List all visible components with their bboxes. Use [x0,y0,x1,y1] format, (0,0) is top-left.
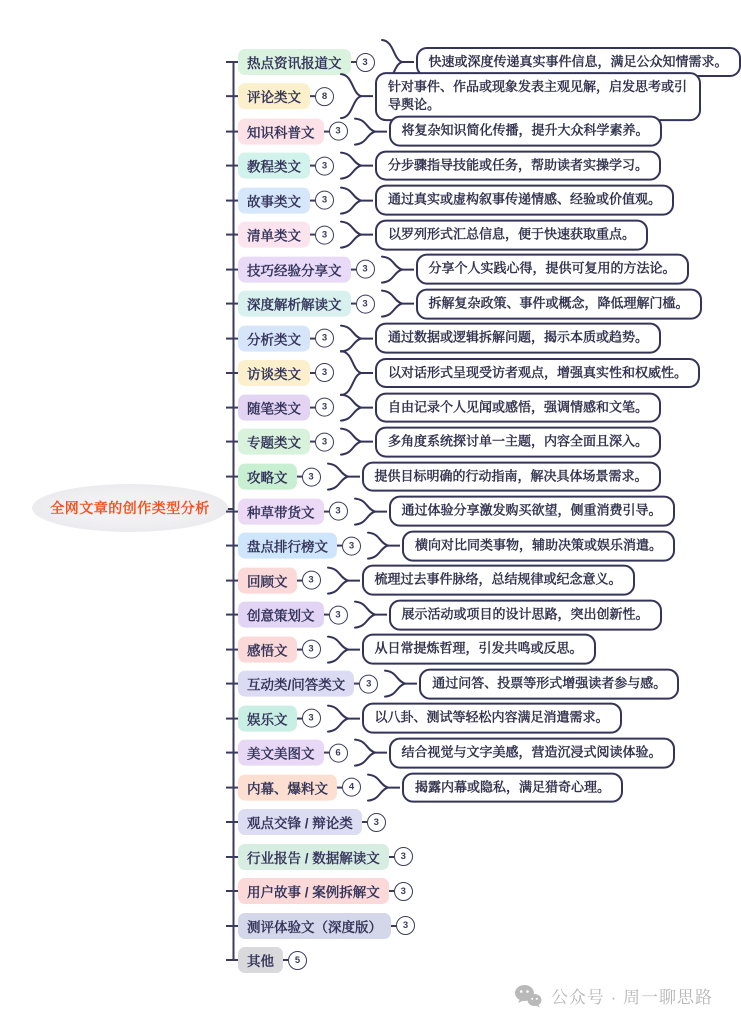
branch-tick-line [226,614,238,616]
branch-row [226,461,661,492]
branch-row [226,392,661,423]
branch-desc-node[interactable]: 从日常提炼哲理，引发共鸣或反思。 [362,634,596,665]
branch-desc-group [339,150,661,181]
branch-count-badge[interactable]: 3 [315,156,334,175]
branch-topic-node[interactable]: 回顾文 [238,567,297,593]
branch-desc-node[interactable]: 通过体验分享激发购买欲望，侧重消费引导。 [389,496,675,527]
branch-tick-line [226,441,238,443]
branch-tick-line [226,856,238,858]
branch-count-badge[interactable]: 3 [342,536,361,555]
badge-connector-line [297,579,302,581]
branch-desc-group [353,116,662,147]
branch-row [226,254,689,285]
branch-tick-line [226,579,238,581]
branch-topic-node[interactable]: 娱乐文 [238,705,297,731]
branch-row [226,288,702,319]
branch-count-badge[interactable]: 3 [315,363,334,382]
branch-count-badge[interactable]: 3 [359,674,378,693]
branch-row [226,116,662,147]
branch-count-badge[interactable]: 3 [394,847,413,866]
badge-connector-line [351,303,356,305]
branch-topic-node[interactable]: 创意策划文 [238,602,324,628]
branch-row [226,427,661,458]
branch-row [226,844,413,870]
branch-count-badge[interactable]: 3 [356,53,375,72]
badge-connector-line [324,752,329,754]
branch-tick-line [226,821,238,823]
branch-tick-line [226,268,238,270]
branch-desc-group [339,219,648,250]
branch-topic-node[interactable]: 故事类文 [238,187,310,213]
branch-count-badge[interactable]: 3 [329,502,348,521]
branch-count-badge[interactable]: 3 [315,398,334,417]
branch-desc-node[interactable]: 通过问答、投票等形式增强读者参与感。 [419,668,679,699]
branch-desc-group [326,565,635,596]
branch-desc-group [353,599,662,630]
branch-topic-node[interactable]: 种草带货文 [238,498,324,524]
branch-row [226,530,675,561]
branch-row [226,947,307,973]
brace-connector [326,634,360,664]
branch-count-badge[interactable]: 3 [396,916,415,935]
branch-tick-line [226,752,238,754]
branch-topic-node[interactable]: 盘点排行榜文 [238,533,337,559]
branch-count-badge[interactable]: 3 [356,294,375,313]
branch-desc-node[interactable]: 分步骤指导技能或任务，帮助读者实操学习。 [375,150,661,181]
branch-desc-node[interactable]: 通过数据或逻辑拆解问题，揭示本质或趋势。 [375,323,661,354]
branch-count-badge[interactable]: 3 [329,605,348,624]
branch-desc-node[interactable]: 以罗列形式汇总信息，便于快速获取重点。 [375,219,648,250]
badge-connector-line [351,268,356,270]
branch-topic-node[interactable]: 用户故事 / 案例拆解文 [238,878,389,904]
brace-connector [339,151,373,181]
branch-topic-node[interactable]: 评论类文 [238,84,310,110]
branch-desc-group [366,772,623,803]
branch-tick-line [226,925,238,927]
branch-topic-node[interactable]: 技巧经验分享文 [238,256,351,282]
branch-tick-line [226,337,238,339]
branch-tick-line [226,890,238,892]
branch-desc-node[interactable]: 以对话形式呈现受访者观点，增强真实性和权威性。 [375,358,700,389]
branch-topic-node[interactable]: 教程类文 [238,153,310,179]
branch-row [226,738,675,769]
branch-row [226,772,623,803]
branch-topic-node[interactable]: 访谈类文 [238,360,310,386]
branch-count-badge[interactable]: 3 [302,640,321,659]
brace-connector [353,600,387,630]
branch-row [226,150,661,181]
branch-tick-line [226,234,238,236]
branch-desc-node[interactable]: 将复杂知识简化传播，提升大众科学素养。 [389,116,662,147]
branch-topic-node[interactable]: 知识科普文 [238,118,324,144]
brace-connector [383,669,417,699]
branch-tick-line [226,648,238,650]
brace-connector [339,427,373,457]
branch-desc-node[interactable]: 分享个人实践心得，提供可复用的方法论。 [416,254,689,285]
brace-connector [339,349,373,397]
branch-tick-line [226,96,238,98]
branch-row [226,878,413,904]
branch-tick-line [226,510,238,512]
badge-connector-line [324,130,329,132]
branch-tick-line [226,165,238,167]
badge-connector-line [324,510,329,512]
branch-topic-node[interactable]: 专题类文 [238,429,310,455]
branch-desc-node[interactable]: 拆解复杂政策、事件或概念，降低理解门槛。 [416,288,702,319]
branch-topic-node[interactable]: 清单类文 [238,222,310,248]
branch-desc-group [326,634,596,665]
branch-count-badge[interactable]: 3 [394,882,413,901]
branch-topic-node[interactable]: 测评体验文（深度版） [238,913,391,939]
branch-desc-node[interactable]: 揭露内幕或隐私，满足猎奇心理。 [402,772,623,803]
branch-row [226,565,635,596]
branch-count-badge[interactable]: 8 [315,87,334,106]
branch-count-badge[interactable]: 6 [329,744,348,763]
branch-row [226,219,648,250]
branch-desc-group [353,496,675,527]
badge-connector-line [297,717,302,719]
branch-tick-line [226,372,238,374]
brace-connector [339,393,373,423]
branch-row [226,349,700,397]
branch-count-badge[interactable]: 3 [302,709,321,728]
branch-count-badge[interactable]: 3 [315,191,334,210]
branch-desc-node[interactable]: 通过真实或虚构叙事传递情感、经验或价值观。 [375,185,674,216]
brace-connector [339,185,373,215]
branch-topic-node[interactable]: 热点资讯报道文 [238,49,351,75]
branch-row [226,599,662,630]
branch-tick-line [226,61,238,63]
branch-row [226,185,674,216]
branch-desc-node[interactable]: 快速或深度传递真实事件信息，满足公众知情需求。 [416,47,741,78]
wechat-icon [514,984,542,1008]
badge-connector-line [351,61,356,63]
branch-row [226,668,679,699]
branch-desc-node[interactable]: 横向对比同类事物，辅助决策或娱乐消遣。 [402,530,675,561]
branch-desc-group [380,254,689,285]
brace-connector [326,462,360,492]
watermark-text: 公众号 · 周一聊思路 [550,988,713,1007]
branch-row [226,634,596,665]
branch-desc-node[interactable]: 梳理过去事件脉络，总结规律或纪念意义。 [362,565,635,596]
branch-count-badge[interactable]: 3 [329,122,348,141]
branch-row [226,72,701,122]
branch-topic-node[interactable]: 内幕、爆料文 [238,775,337,801]
branch-topic-node[interactable]: 行业报告 / 数据解读文 [238,844,389,870]
branch-count-badge[interactable]: 3 [356,260,375,279]
branch-desc-node[interactable]: 提供目标明确的行动指南，解决具体场景需求。 [362,461,661,492]
branch-tick-line [226,407,238,409]
brace-connector [353,496,387,526]
branch-desc-node[interactable]: 多角度系统探讨单一主题，内容全面且深入。 [375,427,661,458]
branch-topic-node[interactable]: 其他 [238,947,283,973]
branch-topic-node[interactable]: 攻略文 [238,464,297,490]
root-topic-label: 全网文章的创作类型分析 [50,500,210,516]
branch-desc-group [380,288,702,319]
branch-count-badge[interactable]: 3 [302,571,321,590]
branch-desc-node[interactable]: 针对事件、作品或现象发表主观见解，启发思考或引导舆论。 [375,72,701,122]
branch-tick-line [226,303,238,305]
branch-tick-line [226,199,238,201]
root-topic-node[interactable] [32,484,228,532]
branch-topic-node[interactable]: 深度解析解读文 [238,291,351,317]
branch-desc-group [366,530,675,561]
branch-tick-line [226,787,238,789]
branch-count-badge[interactable]: 3 [367,813,386,832]
brace-connector [380,289,414,319]
branch-tick-line [226,683,238,685]
branch-tick-line [226,717,238,719]
branch-desc-group [339,72,701,122]
branch-desc-group [339,427,661,458]
branch-desc-node[interactable]: 以八卦、测试等轻松内容满足消遣需求。 [362,703,622,734]
branch-topic-node[interactable]: 感悟文 [238,636,297,662]
branch-topic-node[interactable]: 互动类/问答类文 [238,671,354,697]
branch-desc-node[interactable]: 展示活动或项目的设计思路，突出创新性。 [389,599,662,630]
branch-desc-group [326,703,622,734]
branch-topic-node[interactable]: 随笔类文 [238,395,310,421]
branch-count-badge[interactable]: 3 [315,329,334,348]
brace-connector [339,73,373,121]
brace-connector [366,773,400,803]
branch-desc-group [353,738,675,769]
branch-topic-node[interactable]: 美文美图文 [238,740,324,766]
branch-tick-line [226,476,238,478]
branch-desc-node[interactable]: 结合视觉与文字美感，营造沉浸式阅读体验。 [389,738,675,769]
branch-desc-group [326,461,661,492]
branch-tick-line [226,959,238,961]
branch-count-badge[interactable]: 5 [288,951,307,970]
branch-desc-group [339,392,661,423]
branch-count-badge[interactable]: 4 [342,778,361,797]
branch-tick-line [226,130,238,132]
badge-connector-line [324,614,329,616]
brace-connector [339,220,373,250]
brace-connector [326,703,360,733]
branch-desc-group [339,349,700,397]
branch-row [226,809,386,835]
branch-desc-node[interactable]: 自由记录个人见闻或感悟，强调情感和文笔。 [375,392,661,423]
brace-connector [353,116,387,146]
branch-desc-group [383,668,679,699]
branch-tick-line [226,545,238,547]
badge-connector-line [297,648,302,650]
badge-connector-line [297,476,302,478]
brace-connector [326,565,360,595]
brace-connector [380,254,414,284]
branch-row [226,703,622,734]
watermark [514,983,713,1008]
brace-connector [366,531,400,561]
branch-row [226,913,415,939]
branch-topic-node[interactable]: 分析类文 [238,325,310,351]
branch-count-badge[interactable]: 3 [315,433,334,452]
branch-row [226,496,675,527]
brace-connector [353,738,387,768]
branch-count-badge[interactable]: 3 [315,225,334,244]
branch-desc-group [339,185,674,216]
branch-topic-node[interactable]: 观点交锋 / 辩论类 [238,809,362,835]
branch-count-badge[interactable]: 3 [302,467,321,486]
